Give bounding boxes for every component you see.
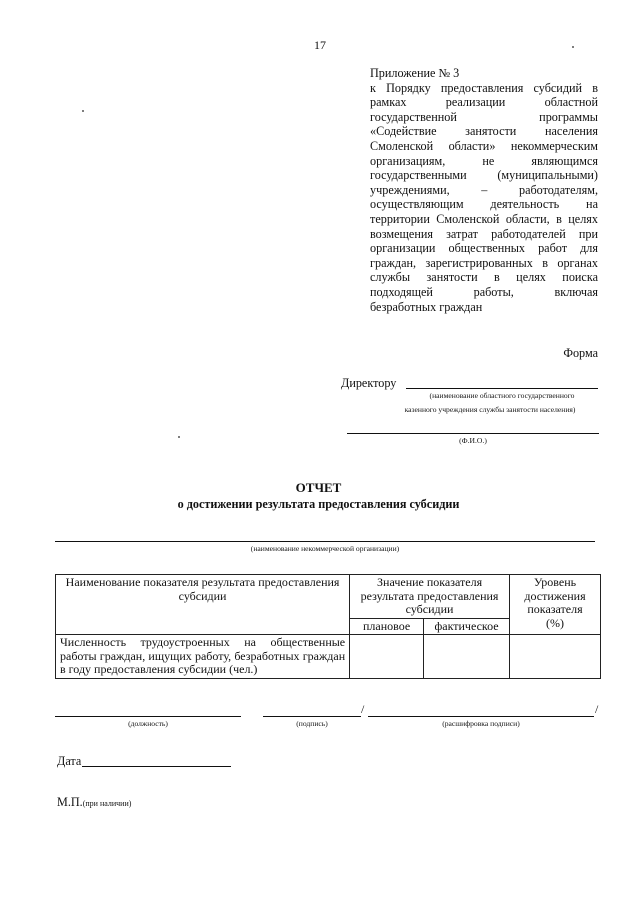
- row-planned-value: [350, 635, 424, 679]
- page-number: 17: [314, 38, 326, 52]
- appendix-line: рамках реализации областной: [370, 95, 598, 110]
- director-label: Директору: [341, 376, 397, 390]
- appendix-line: государственными (муниципальными): [370, 168, 598, 183]
- stamp-note: (при наличии): [82, 799, 132, 808]
- table-header-row: [56, 575, 601, 619]
- director-hint-1: (наименование областного государственного: [429, 391, 575, 400]
- col-header-value: Значение показателя результата предоставления субсидии: [350, 575, 510, 619]
- col-header-indicator: Наименование показателя результата предоставления субсидии: [56, 575, 350, 635]
- appendix-line: территории Смоленской области, в целях: [370, 211, 598, 226]
- signature-hint: (подпись): [296, 719, 328, 728]
- table-row: [56, 635, 601, 679]
- appendix-line: службы занятости в целях поиска: [370, 270, 598, 285]
- scan-speck: [82, 110, 84, 112]
- col-header-level: Уровень достижения показателя (%): [510, 575, 601, 635]
- appendix-line: осуществляющим деятельность на: [370, 197, 598, 212]
- fio-hint: (Ф.И.О.): [459, 436, 487, 445]
- appendix-line: подходящей работы, включая: [370, 284, 598, 299]
- signature-line: [263, 716, 361, 717]
- fio-line: [347, 433, 599, 434]
- report-table: [55, 574, 601, 679]
- row-level-value: [510, 635, 601, 679]
- row-actual-value: [424, 635, 510, 679]
- director-hint-2: казенного учреждения службы занятости населения): [404, 405, 576, 414]
- appendix-line: организации общественных работ для: [370, 241, 598, 256]
- scan-speck: [178, 436, 180, 438]
- appendix-line: Приложение № 3: [370, 66, 460, 80]
- report-title: ОТЧЕТ: [295, 480, 342, 495]
- appendix-line: Смоленской области» некоммерческим: [370, 138, 598, 153]
- decoding-line: [368, 716, 594, 717]
- appendix-line: учреждениями, – работодателям,: [370, 182, 598, 197]
- col-header-planned: плановое: [350, 618, 424, 635]
- report-subtitle: о достижении результата предоставления субсидии: [177, 497, 460, 511]
- scan-speck: [572, 46, 574, 48]
- appendix-header: [370, 66, 598, 314]
- appendix-line: к Порядку предоставления субсидий в: [370, 80, 598, 95]
- director-line: [406, 388, 598, 389]
- appendix-line: государственной программы: [370, 109, 598, 124]
- org-name-line: [55, 541, 595, 542]
- form-label: Форма: [563, 346, 598, 360]
- col-header-actual: фактическое: [424, 618, 510, 635]
- decoding-hint: (расшифровка подписи): [442, 719, 520, 728]
- appendix-line: граждан, зарегистрированных в органах: [370, 255, 598, 270]
- stamp-label: [57, 795, 131, 810]
- appendix-line: организациям, не являющимся: [370, 153, 598, 168]
- appendix-line: безработных граждан: [370, 299, 483, 314]
- row-indicator-name: Численность трудоустроенных на общественные работы граждан, ищущих работу, безработных граждан в году предоставления субсидии (чел.): [56, 635, 350, 679]
- appendix-line: возмещения затрат работодателей при: [370, 226, 598, 241]
- position-hint: (должность): [128, 719, 168, 728]
- signature-slash: /: [361, 702, 365, 716]
- date-line: [82, 766, 231, 767]
- date-label: Дата: [57, 754, 82, 768]
- stamp-label-text: М.П.: [57, 795, 83, 809]
- org-name-hint: (наименование некоммерческой организации): [250, 544, 400, 553]
- position-line: [55, 716, 241, 717]
- appendix-line: «Содействие занятости населения: [370, 124, 598, 139]
- decoding-slash: /: [595, 702, 599, 716]
